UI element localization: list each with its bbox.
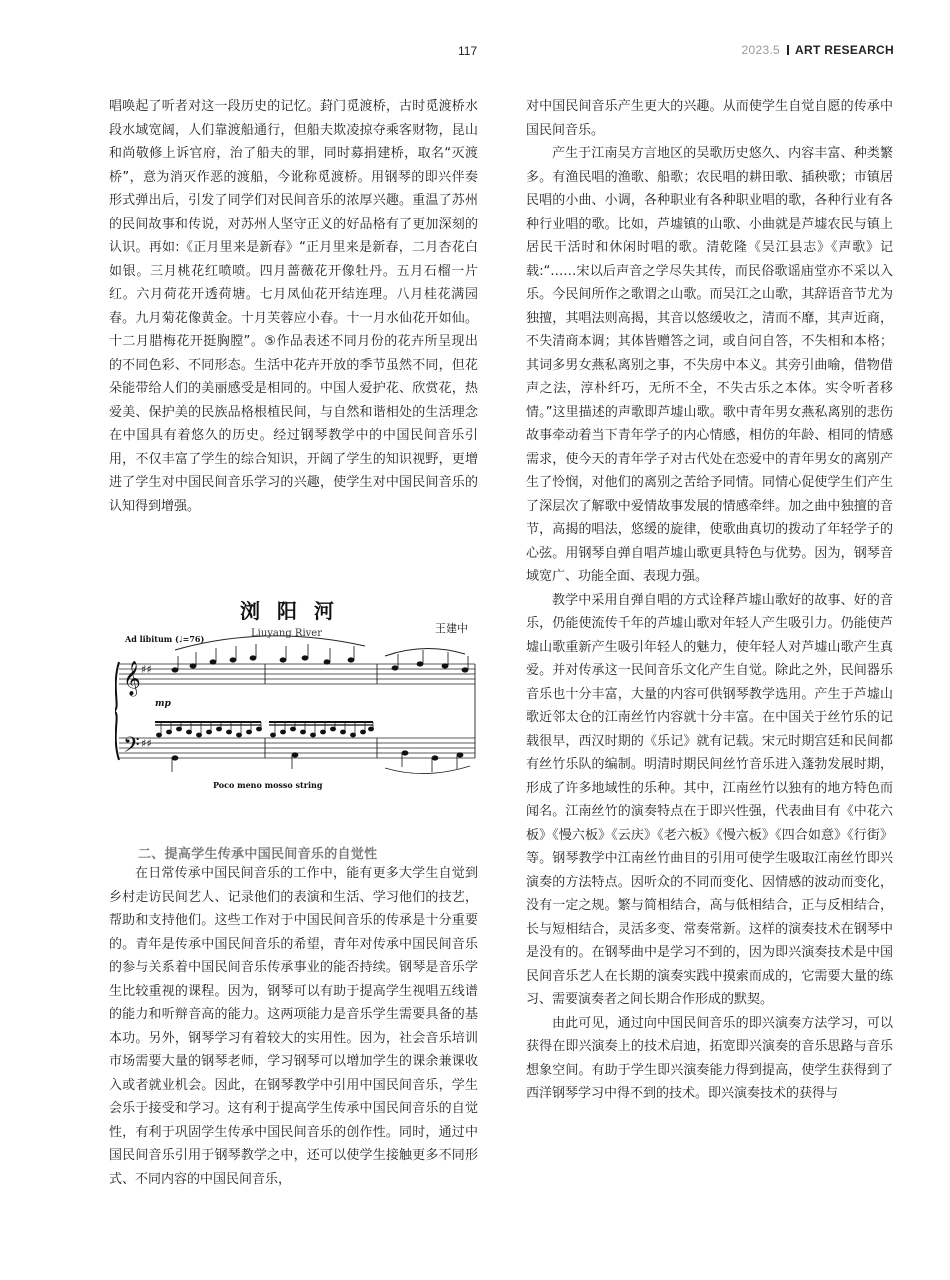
grand-staff-brace — [115, 662, 119, 760]
key-signature-icon: ♯♯ — [141, 663, 152, 676]
paragraph: 对中国民间音乐产生更大的兴趣。从而使学生自觉自愿的传承中国民间音乐。 — [526, 99, 893, 138]
treble-clef-icon: 𝄞 — [123, 661, 141, 696]
paragraph: 由此可见，通过向中国民间音乐的即兴演奏方法学习，可以获得在即兴演奏上的技术启迪，拓宽即兴演奏的音乐思路与音乐想象空间。有助于学生即兴演奏能力得到提高，使学生获得到了西洋钢琴学习中得不到的技术。即兴演奏技术的获得与 — [526, 1015, 893, 1101]
phrase-slur — [385, 648, 465, 656]
right-column — [526, 95, 893, 1106]
score-composer: 王建中 — [435, 622, 468, 635]
score-footnote: Poco meno mosso string — [213, 780, 323, 790]
key-signature-icon: ♯♯ — [141, 737, 152, 750]
paragraph: 教学中采用自弹自唱的方式诠释芦墟山歌好的故事、好的音乐，仍能使流传千年的芦墟山歌对年轻人产生吸引力。仍能使芦墟山歌重新产生吸引年轻人的魅力，使年轻人对芦墟山歌产生真爱。并对传承这一民间音乐文化产生自觉。除此之外，民间器乐音乐也十分丰富，大量的内容可供钢琴教学选用。产生于芦墟山歌近邻太仓的江南丝竹内容就十分丰富。在中国关于丝竹乐的记载很早，西汉时期的《乐记》就有记载。宋元时期宫廷和民间都有丝竹乐队的编制。明清时期民间丝竹音乐进入蓬勃发展时期，形成了许多地域性的乐种。其中，江南丝竹以独有的地方特色而闻名。江南丝竹的演奏特点在于即兴性强，代表曲目有《中花六板》《慢六板》《云庆》《老六板》《慢六板》《四合如意》《行街》等。钢琴教学中江南丝竹曲目的引用可使学生吸取江南丝竹即兴演奏的方法特点。因听众的不同而变化、因情感的波动而变化，没有一定之规。繁与简相结合，高与低相结合，正与反相结合，长与短相结合，灵活多变、常奏常新。这样的演奏技术在钢琴中是没有的。在钢琴曲中是学习不到的，因为即兴演奏技术是中国民间音乐艺人在长期的演奏实践中摸索而成的，它需要大量的练习、需要演奏者之间长期合作形成的默契。 — [526, 592, 893, 1007]
journal-header — [742, 43, 894, 57]
bass-clef-icon: 𝄢 — [123, 733, 140, 763]
page-number: 117 — [458, 44, 478, 58]
left-column-lower — [109, 862, 478, 1191]
bass-arpeggio — [155, 722, 374, 737]
left-column — [109, 95, 478, 518]
bass-notes — [172, 751, 463, 772]
bar-lines — [265, 664, 475, 758]
score-title: 浏 阳 河 — [240, 599, 339, 623]
treble-staff — [119, 664, 475, 684]
music-score-figure — [115, 598, 477, 794]
score-tempo: Ad libitum (♩=76) — [125, 634, 205, 644]
section-heading: 二、提高学生传承中国民间音乐的自觉性 — [138, 847, 378, 862]
journal-issue: 2023.5 — [741, 43, 781, 57]
header-divider — [787, 45, 789, 55]
dynamic-marking: mp — [155, 699, 171, 709]
score-subtitle: Liuyang River — [251, 628, 322, 639]
paragraph: 唱唤起了听者对这一段历史的记忆。葑门觅渡桥，古时觅渡桥水段水域宽阔，人们靠渡船通行，但船夫欺凌掠夺乘客财物，昆山和尚敬修上诉官府，治了船夫的罪，同时募捐建桥，取名“灭渡桥”，意为消灭作恶的渡船，今讹称觅渡桥。用钢琴的即兴伴奏形式弹出后，引发了同学们对民间音乐的浓厚兴趣。重温了苏州的民间故事和传说，对苏州人坚守正义的好品格有了更加深刻的认识。再如:《正月里来是新春》“正月里来是新春，二月杏花白如银。三月桃花红喷喷。四月蔷薇花开像牡丹。五月石榴一片红。六月荷花开透荷塘。七月凤仙花开结连理。八月桂花满园春。九月菊花像黄金。十月芙蓉应小春。十一月水仙花开如仙。十二月腊梅花开挺胸膛”。⑤作品表述不同月份的花卉所呈现出的不同色彩、不同形态。生活中花卉开放的季节虽然不同，但花朵能带给人们的美丽感受是相同的。中国人爱护花、欣赏花，热爱美、保护美的民族品格根植民间，与自然和谐相处的生活理念在中国具有着悠久的历史。经过钢琴教学中的中国民间音乐引用，不仅丰富了学生的综合知识，开阔了学生的知识视野，更增进了学生对中国民间音乐学习的兴趣，使学生对中国民间音乐的认知得到增强。 — [109, 99, 478, 514]
journal-title: ART RESEARCH — [795, 43, 894, 57]
paragraph: 在日常传承中国民间音乐的工作中，能有更多大学生自觉到乡村走访民间艺人、记录他们的表演和生活、学习他们的技艺，帮助和支持他们。这些工作对于中国民间音乐的传承是十分重要的。青年是传承中国民间音乐的希望，青年对传承中国民间音乐的参与关系着中国民间音乐传承事业的能否持续。钢琴是音乐学生比较重视的课程。因为，钢琴可以有助于提高学生视唱五线谱的能力和听辩音高的能力。这两项能力是音乐学生需要具备的基本功。另外，钢琴学习有着较大的实用性。因为，社会音乐培训市场需要大量的钢琴老师，学习钢琴可以增加学生的课余兼课收入或者就业机会。因此，在钢琴教学中引用中国民间音乐，学生会乐于接受和学习。这有利于提高学生传承中国民间音乐的自觉性，有利于巩固学生传承中国民间音乐的创作性。同时，通过中国民间音乐引用于钢琴教学之中，还可以使学生接触更多不同形式、不同内容的中国民间音乐， — [109, 866, 478, 1187]
paragraph: 产生于江南吴方言地区的吴歌历史悠久、内容丰富、种类繁多。有渔民唱的渔歌、船歌；农民唱的耕田歌、插秧歌；市镇居民唱的小曲、小调，各种职业有各种职业唱的歌，各种行业有各种行业唱的歌。比如，芦墟镇的山歌、小曲就是芦墟农民与镇上居民干活时和休闲时唱的歌。清乾隆《吴江县志》《声歌》记载:“……宋以后声音之学尽失其传，而民俗歌谣庙堂亦不采以入乐。今民间所作之歌谓之山歌。而吴江之山歌，其辞语音节尤为独擅，其唱法则高揭，其音以悠缓收之，清而不靡，其声近商，不失清商本调；其体皆赠答之词，或自问自答，不失相和本格；其词多男女燕私离别之事，不失房中本义。其旁引曲喻，借物借声之法，淳朴纤巧，无所不全，不失古乐之本体。实令听者移情。”这里描述的声歌即芦墟山歌。歌中青年男女燕私离别的悲伤故事牵动着当下青年学子的内心情感，相仿的年龄、相同的情感需求，使今天的青年学子对古代处在恋爱中的青年男女的离别产生了怜悯，对他们的离别之苦给予同情。同情心促使学生们产生了深层次了解歌中爱情故事发展的情感牵绊。加之曲中独擅的音节，高揭的唱法，悠缓的旋律，使歌曲真切的拨动了年轻学子的心弦。用钢琴自弹自唱芦墟山歌更具特色与优势。因为，钢琴音域宽广、功能全面、表现力强。 — [526, 146, 893, 584]
